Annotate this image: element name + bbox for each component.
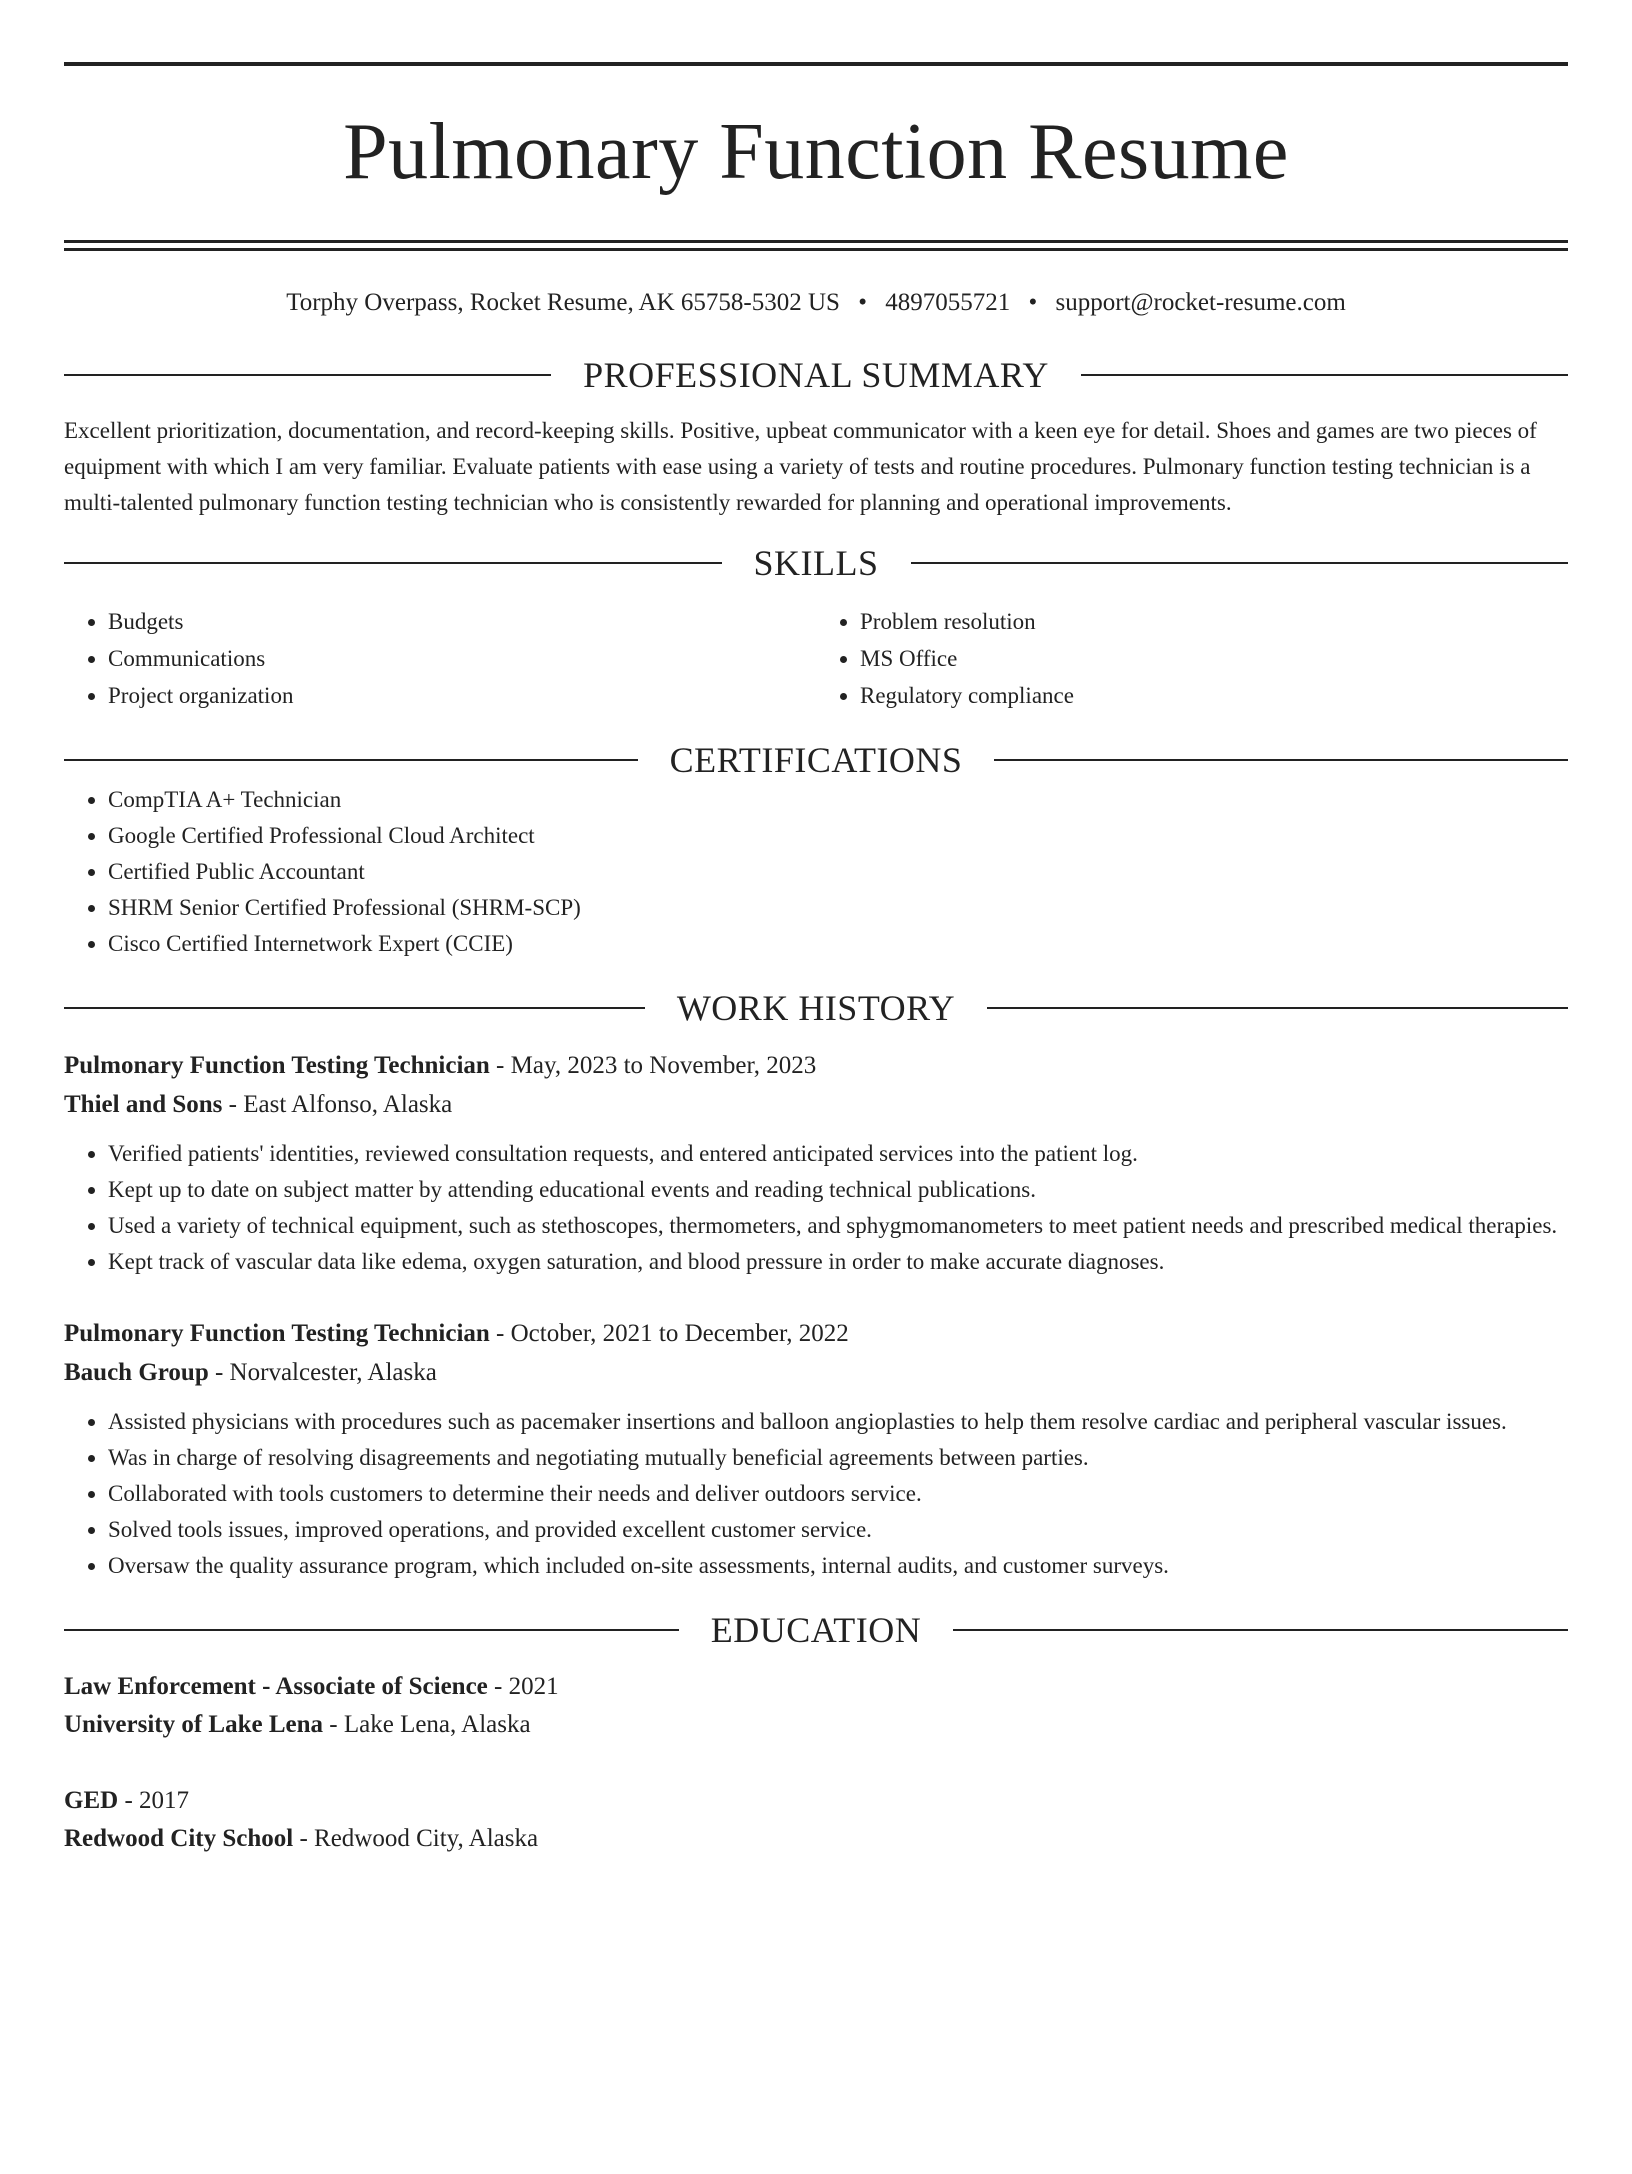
divider-line — [64, 1629, 679, 1631]
education-degree: GED — [64, 1787, 119, 1814]
job-bullet: • Kept up to date on subject matter by attending educational events and reading technical publications. — [108, 1172, 1568, 1208]
skills-list-right — [816, 603, 1568, 714]
certification-item: • Google Certified Professional Cloud Architect — [108, 818, 1568, 854]
job-bullet: • Verified patients' identities, reviewed consultation requests, and entered anticipated services into the patient log. — [108, 1136, 1568, 1172]
job-company: Bauch Group — [64, 1359, 209, 1386]
section-title: CERTIFICATIONS — [669, 740, 963, 780]
education-degree-line — [64, 1668, 1568, 1706]
divider-line — [994, 759, 1568, 761]
education-year: - 2017 — [118, 1787, 190, 1814]
education-entry — [64, 1782, 1568, 1858]
resume-title: Pulmonary Function Resume — [343, 108, 1289, 196]
job-bullet: • Was in charge of resolving disagreements and negotiating mutually beneficial agreements between parties. — [108, 1440, 1568, 1476]
education-entry — [64, 1668, 1568, 1744]
skill-item: • Problem resolution — [860, 603, 1568, 640]
section-title: PROFESSIONAL SUMMARY — [583, 355, 1049, 395]
job-company-line — [64, 1085, 1568, 1124]
job-bullet: • Kept track of vascular data like edema, oxygen saturation, and blood pressure in order to make accurate diagnoses. — [108, 1244, 1568, 1280]
section-header-certifications — [64, 738, 1568, 782]
divider-line — [64, 1007, 645, 1009]
skill-item: • Communications — [108, 640, 816, 677]
skill-item: • Project organization — [108, 677, 816, 714]
divider-line — [1081, 374, 1568, 376]
job-entry — [64, 1046, 1568, 1280]
education-location: - Redwood City, Alaska — [293, 1825, 539, 1852]
job-title-line — [64, 1314, 1568, 1353]
job-role: Pulmonary Function Testing Technician — [64, 1320, 490, 1347]
top-rule — [64, 62, 1568, 66]
certification-item: • SHRM Senior Certified Professional (SHRM-SCP) — [108, 890, 1568, 926]
divider-line — [953, 1629, 1568, 1631]
certification-item: • Cisco Certified Internetwork Expert (CCIE) — [108, 926, 1568, 962]
education-degree-line — [64, 1782, 1568, 1820]
divider-line — [987, 1007, 1568, 1009]
section-header-education — [64, 1608, 1568, 1652]
job-company: Thiel and Sons — [64, 1091, 223, 1118]
job-bullets — [64, 1136, 1568, 1280]
divider-line — [64, 759, 638, 761]
education-degree: Law Enforcement - Associate of Science — [64, 1673, 488, 1700]
section-title: WORK HISTORY — [676, 988, 956, 1028]
education-school: University of Lake Lena — [64, 1711, 324, 1738]
divider-line — [911, 562, 1569, 564]
job-company-line — [64, 1353, 1568, 1392]
contact-phone: 4897055721 — [885, 289, 1011, 316]
education-school: Redwood City School — [64, 1825, 294, 1852]
certifications-list — [64, 782, 1568, 962]
job-title-line — [64, 1046, 1568, 1085]
certification-item: • Certified Public Accountant — [108, 854, 1568, 890]
section-header-summary — [64, 353, 1568, 397]
job-bullets — [64, 1404, 1568, 1584]
divider-line — [64, 374, 551, 376]
job-location: - Norvalcester, Alaska — [208, 1359, 437, 1386]
contact-address: Torphy Overpass, Rocket Resume, AK 65758-5302 US — [286, 289, 840, 316]
education-school-line — [64, 1706, 1568, 1744]
education-location: - Lake Lena, Alaska — [323, 1711, 531, 1738]
section-header-skills — [64, 541, 1568, 585]
job-bullet: • Oversaw the quality assurance program, which included on-site assessments, internal audits, and customer surveys. — [108, 1548, 1568, 1584]
job-bullet: • Solved tools issues, improved operations, and provided excellent customer service. — [108, 1512, 1568, 1548]
job-bullet: • Collaborated with tools customers to determine their needs and deliver outdoors service. — [108, 1476, 1568, 1512]
job-bullet: • Used a variety of technical equipment, such as stethoscopes, thermometers, and sphygmomanometers to meet patient needs and prescribed medical therapies. — [108, 1208, 1568, 1244]
skill-item: • MS Office — [860, 640, 1568, 677]
contact-separator: • — [858, 289, 867, 316]
education-year: - 2021 — [487, 1673, 559, 1700]
section-header-work-history — [64, 986, 1568, 1030]
contact-email: support@rocket-resume.com — [1055, 289, 1346, 316]
resume-page — [0, 62, 1632, 2174]
contact-separator: • — [1028, 289, 1038, 316]
skill-item: • Budgets — [108, 603, 816, 640]
job-dates: - May, 2023 to November, 2023 — [489, 1052, 817, 1079]
skills-grid — [64, 603, 1568, 714]
divider-line — [64, 562, 722, 564]
job-dates: - October, 2021 to December, 2022 — [489, 1320, 849, 1347]
summary-text: Excellent prioritization, documentation, and record-keeping skills. Positive, upbeat communicator with a keen eye for detail. Shoes and games are two pieces of equipment with which I am very familiar. Evaluate patients with ease using a variety of tests and routine procedures. Pulmonary function testing technician is a multi-talented pulmonary function testing technician who is consistently rewarded for planning and operational improvements. — [64, 418, 1537, 515]
section-title: EDUCATION — [710, 1610, 922, 1650]
job-bullet: • Assisted physicians with procedures such as pacemaker insertions and balloon angioplasties to help them resolve cardiac and peripheral vascular issues. — [108, 1404, 1568, 1440]
contact-line — [64, 287, 1568, 319]
education-school-line — [64, 1820, 1568, 1858]
skills-list-left — [64, 603, 816, 714]
job-location: - East Alfonso, Alaska — [222, 1091, 453, 1118]
certification-item: • CompTIA A+ Technician — [108, 782, 1568, 818]
skill-item: • Regulatory compliance — [860, 677, 1568, 714]
job-entry — [64, 1314, 1568, 1584]
double-rule — [64, 240, 1568, 251]
section-title: SKILLS — [753, 543, 879, 583]
job-role: Pulmonary Function Testing Technician — [64, 1052, 490, 1079]
